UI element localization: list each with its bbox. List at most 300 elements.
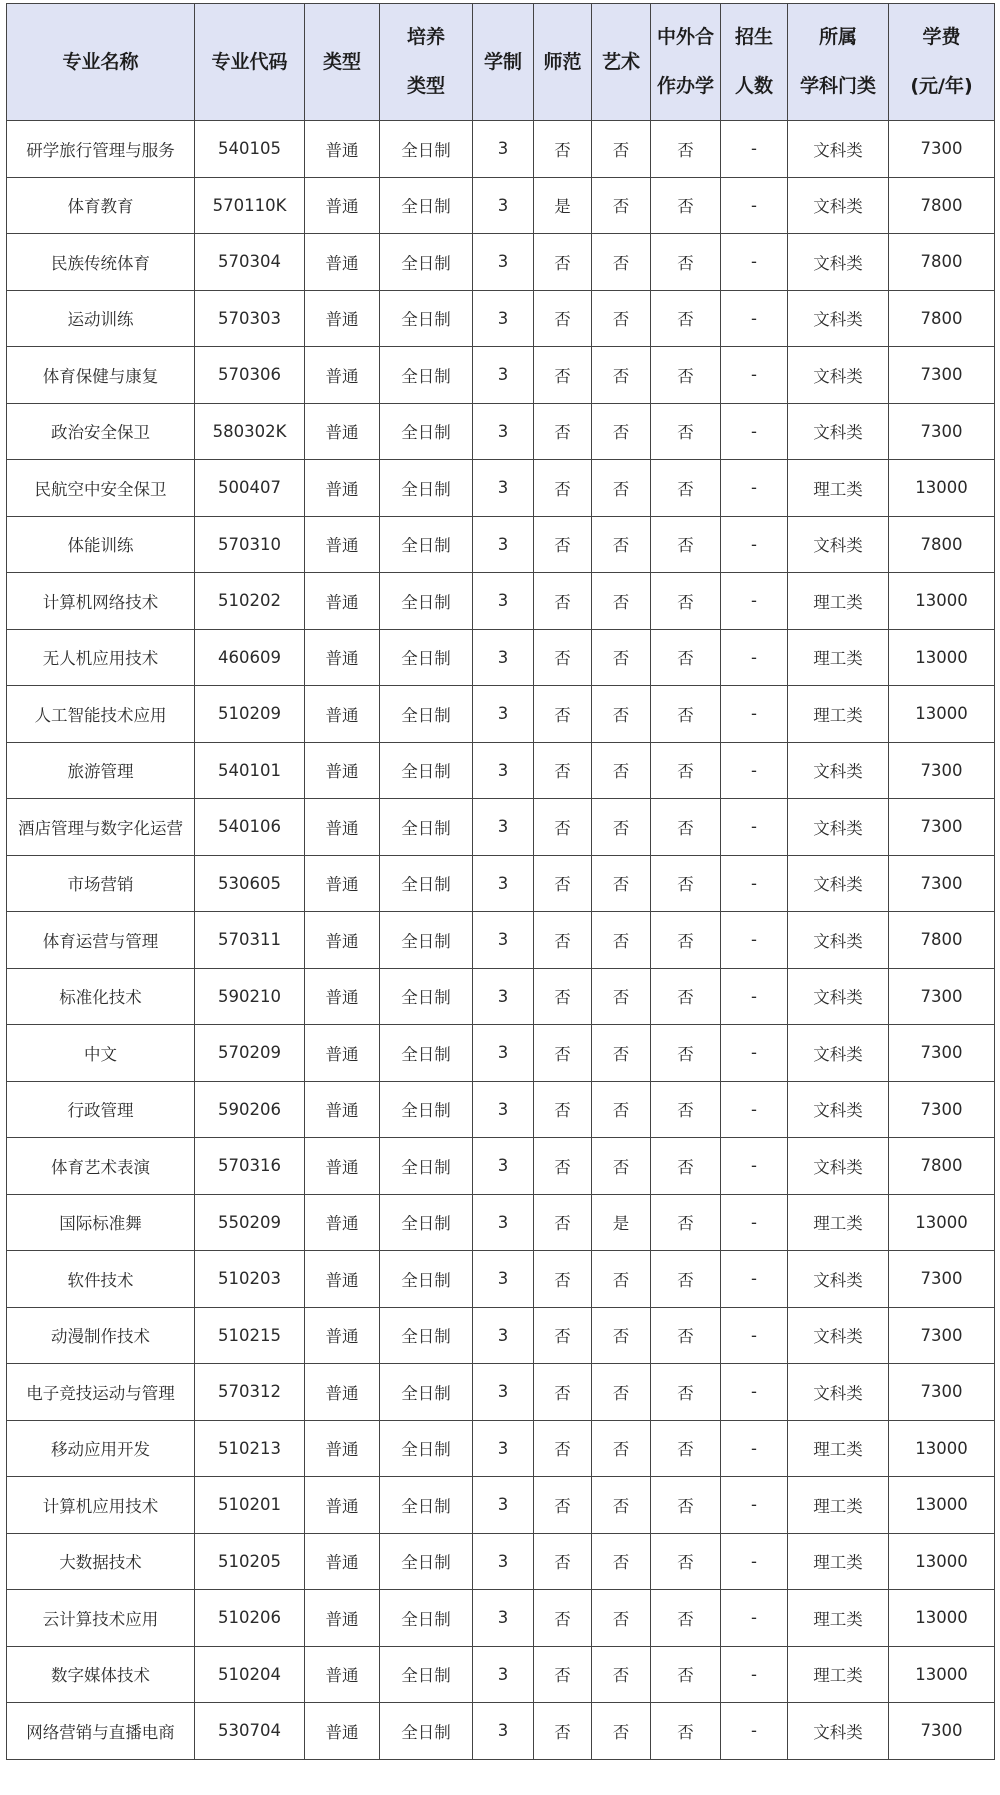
cell-type: 普通: [305, 1307, 380, 1364]
cell-normal-school: 否: [534, 1194, 592, 1251]
column-header-line2: 人数: [734, 75, 773, 97]
cell-duration: 3: [473, 1590, 534, 1647]
cell-tuition: 7800: [889, 177, 995, 234]
column-header-line1: 艺术: [601, 50, 640, 73]
cell-enrollment: -: [721, 1533, 788, 1590]
cell-art: 否: [592, 1646, 651, 1703]
cell-normal-school: 否: [534, 1081, 592, 1138]
cell-normal-school: 否: [534, 1533, 592, 1590]
cell-enrollment: -: [721, 177, 788, 234]
cell-art: 否: [592, 1590, 651, 1647]
cell-discipline: 文科类: [788, 121, 889, 178]
column-header-line1: 学费: [922, 26, 961, 48]
cell-duration: 3: [473, 1251, 534, 1308]
cell-major-name: 计算机应用技术: [7, 1477, 195, 1534]
cell-tuition: 13000: [889, 1533, 995, 1590]
column-header-line1: 所属: [818, 26, 857, 48]
cell-tuition: 13000: [889, 1420, 995, 1477]
cell-normal-school: 否: [534, 290, 592, 347]
cell-sino-foreign: 否: [651, 968, 721, 1025]
cell-sino-foreign: 否: [651, 1590, 721, 1647]
column-header-tuition: [889, 4, 995, 121]
cell-study-mode: 全日制: [380, 912, 473, 969]
cell-type: 普通: [305, 629, 380, 686]
cell-enrollment: -: [721, 1081, 788, 1138]
table-row: [7, 855, 995, 912]
cell-tuition: 7300: [889, 1081, 995, 1138]
cell-major-name: 政治安全保卫: [7, 403, 195, 460]
cell-art: 否: [592, 1533, 651, 1590]
cell-major-name: 旅游管理: [7, 742, 195, 799]
cell-duration: 3: [473, 855, 534, 912]
column-header-duration: [473, 4, 534, 121]
column-header-line1: 学制: [483, 50, 522, 73]
table-row: [7, 1646, 995, 1703]
cell-major-name: 中文: [7, 1025, 195, 1082]
cell-enrollment: -: [721, 1364, 788, 1421]
cell-sino-foreign: 否: [651, 573, 721, 630]
table-row: [7, 177, 995, 234]
cell-discipline: 理工类: [788, 1477, 889, 1534]
cell-type: 普通: [305, 1138, 380, 1195]
cell-study-mode: 全日制: [380, 347, 473, 404]
cell-tuition: 7800: [889, 290, 995, 347]
cell-major-code: 510209: [195, 686, 305, 743]
cell-enrollment: -: [721, 573, 788, 630]
table-row: [7, 1533, 995, 1590]
cell-duration: 3: [473, 1703, 534, 1760]
cell-major-code: 590210: [195, 968, 305, 1025]
cell-study-mode: 全日制: [380, 1025, 473, 1082]
cell-type: 普通: [305, 1364, 380, 1421]
cell-sino-foreign: 否: [651, 1477, 721, 1534]
cell-study-mode: 全日制: [380, 629, 473, 686]
column-header-line2: (元/年): [910, 75, 973, 97]
cell-duration: 3: [473, 1477, 534, 1534]
cell-major-code: 570110K: [195, 177, 305, 234]
column-header-discipline: [788, 4, 889, 121]
cell-major-code: 510204: [195, 1646, 305, 1703]
column-header-line1: 中外合: [656, 26, 714, 48]
cell-type: 普通: [305, 1420, 380, 1477]
cell-study-mode: 全日制: [380, 1251, 473, 1308]
cell-major-code: 570306: [195, 347, 305, 404]
cell-enrollment: -: [721, 1420, 788, 1477]
cell-art: 否: [592, 1081, 651, 1138]
cell-art: 否: [592, 460, 651, 517]
cell-major-code: 540101: [195, 742, 305, 799]
cell-normal-school: 否: [534, 1251, 592, 1308]
cell-normal-school: 否: [534, 1646, 592, 1703]
cell-major-name: 云计算技术应用: [7, 1590, 195, 1647]
cell-sino-foreign: 否: [651, 234, 721, 291]
cell-enrollment: -: [721, 234, 788, 291]
cell-major-code: 570310: [195, 516, 305, 573]
cell-tuition: 7300: [889, 1251, 995, 1308]
cell-duration: 3: [473, 686, 534, 743]
cell-discipline: 文科类: [788, 968, 889, 1025]
table-row: [7, 1477, 995, 1534]
cell-enrollment: -: [721, 1138, 788, 1195]
cell-type: 普通: [305, 742, 380, 799]
table-row: [7, 121, 995, 178]
cell-enrollment: -: [721, 347, 788, 404]
cell-duration: 3: [473, 1081, 534, 1138]
column-header-line1: 专业名称: [62, 50, 139, 73]
cell-duration: 3: [473, 516, 534, 573]
table-row: [7, 460, 995, 517]
cell-sino-foreign: 否: [651, 1307, 721, 1364]
table-row: [7, 742, 995, 799]
cell-normal-school: 否: [534, 403, 592, 460]
cell-art: 是: [592, 1194, 651, 1251]
cell-tuition: 13000: [889, 460, 995, 517]
cell-major-code: 570316: [195, 1138, 305, 1195]
cell-normal-school: 否: [534, 1138, 592, 1195]
cell-tuition: 13000: [889, 1646, 995, 1703]
cell-major-name: 动漫制作技术: [7, 1307, 195, 1364]
cell-major-name: 体能训练: [7, 516, 195, 573]
table-row: [7, 1138, 995, 1195]
cell-discipline: 文科类: [788, 742, 889, 799]
cell-duration: 3: [473, 177, 534, 234]
cell-major-code: 570209: [195, 1025, 305, 1082]
cell-sino-foreign: 否: [651, 1364, 721, 1421]
cell-art: 否: [592, 799, 651, 856]
cell-major-code: 460609: [195, 629, 305, 686]
cell-sino-foreign: 否: [651, 121, 721, 178]
cell-art: 否: [592, 629, 651, 686]
cell-tuition: 7800: [889, 912, 995, 969]
cell-major-name: 行政管理: [7, 1081, 195, 1138]
cell-major-code: 510203: [195, 1251, 305, 1308]
cell-discipline: 文科类: [788, 912, 889, 969]
column-header-sino-foreign: [651, 4, 721, 121]
cell-major-name: 电子竞技运动与管理: [7, 1364, 195, 1421]
cell-type: 普通: [305, 347, 380, 404]
cell-art: 否: [592, 686, 651, 743]
cell-study-mode: 全日制: [380, 1194, 473, 1251]
cell-major-code: 570312: [195, 1364, 305, 1421]
table-row: [7, 1081, 995, 1138]
cell-major-name: 体育艺术表演: [7, 1138, 195, 1195]
cell-discipline: 文科类: [788, 1138, 889, 1195]
cell-type: 普通: [305, 460, 380, 517]
cell-normal-school: 否: [534, 121, 592, 178]
column-header-study-mode: [380, 4, 473, 121]
cell-tuition: 13000: [889, 573, 995, 630]
cell-tuition: 7300: [889, 1703, 995, 1760]
column-header-line2: 作办学: [656, 75, 714, 97]
table-row: [7, 403, 995, 460]
cell-enrollment: -: [721, 855, 788, 912]
column-header-major-code: [195, 4, 305, 121]
cell-sino-foreign: 否: [651, 1081, 721, 1138]
cell-duration: 3: [473, 1533, 534, 1590]
cell-duration: 3: [473, 1025, 534, 1082]
column-header-line2: 学科门类: [799, 75, 876, 97]
table-row: [7, 234, 995, 291]
cell-duration: 3: [473, 1364, 534, 1421]
cell-discipline: 文科类: [788, 290, 889, 347]
cell-normal-school: 否: [534, 1703, 592, 1760]
cell-type: 普通: [305, 1646, 380, 1703]
cell-enrollment: -: [721, 460, 788, 517]
cell-tuition: 13000: [889, 686, 995, 743]
cell-enrollment: -: [721, 290, 788, 347]
cell-tuition: 7300: [889, 403, 995, 460]
cell-duration: 3: [473, 742, 534, 799]
cell-study-mode: 全日制: [380, 177, 473, 234]
cell-enrollment: -: [721, 121, 788, 178]
cell-study-mode: 全日制: [380, 1307, 473, 1364]
cell-tuition: 7300: [889, 855, 995, 912]
cell-sino-foreign: 否: [651, 403, 721, 460]
cell-sino-foreign: 否: [651, 799, 721, 856]
cell-discipline: 文科类: [788, 516, 889, 573]
table-row: [7, 1364, 995, 1421]
cell-type: 普通: [305, 1590, 380, 1647]
cell-art: 否: [592, 1703, 651, 1760]
cell-major-name: 移动应用开发: [7, 1420, 195, 1477]
table-row: [7, 1703, 995, 1760]
cell-major-code: 510202: [195, 573, 305, 630]
cell-type: 普通: [305, 855, 380, 912]
cell-major-name: 国际标准舞: [7, 1194, 195, 1251]
cell-type: 普通: [305, 403, 380, 460]
cell-sino-foreign: 否: [651, 1703, 721, 1760]
cell-normal-school: 否: [534, 799, 592, 856]
table-row: [7, 799, 995, 856]
cell-art: 否: [592, 912, 651, 969]
table-header: [7, 4, 995, 121]
cell-tuition: 7800: [889, 1138, 995, 1195]
cell-tuition: 13000: [889, 629, 995, 686]
cell-study-mode: 全日制: [380, 799, 473, 856]
cell-normal-school: 否: [534, 573, 592, 630]
cell-study-mode: 全日制: [380, 1420, 473, 1477]
cell-type: 普通: [305, 968, 380, 1025]
column-header-line1: 招生: [734, 26, 773, 48]
cell-enrollment: -: [721, 1590, 788, 1647]
cell-major-name: 计算机网络技术: [7, 573, 195, 630]
cell-tuition: 7300: [889, 1307, 995, 1364]
cell-major-name: 研学旅行管理与服务: [7, 121, 195, 178]
cell-duration: 3: [473, 121, 534, 178]
cell-major-code: 540105: [195, 121, 305, 178]
cell-discipline: 理工类: [788, 629, 889, 686]
cell-study-mode: 全日制: [380, 1477, 473, 1534]
cell-duration: 3: [473, 290, 534, 347]
cell-type: 普通: [305, 1477, 380, 1534]
column-header-line1: 类型: [322, 50, 361, 73]
cell-type: 普通: [305, 177, 380, 234]
cell-type: 普通: [305, 234, 380, 291]
cell-discipline: 文科类: [788, 1251, 889, 1308]
cell-enrollment: -: [721, 1307, 788, 1364]
header-row: [7, 4, 995, 121]
cell-art: 否: [592, 1420, 651, 1477]
cell-normal-school: 否: [534, 968, 592, 1025]
majors-table: [6, 3, 995, 1760]
cell-art: 否: [592, 1025, 651, 1082]
cell-tuition: 13000: [889, 1590, 995, 1647]
cell-duration: 3: [473, 629, 534, 686]
cell-type: 普通: [305, 799, 380, 856]
cell-duration: 3: [473, 968, 534, 1025]
cell-normal-school: 否: [534, 460, 592, 517]
cell-sino-foreign: 否: [651, 912, 721, 969]
cell-sino-foreign: 否: [651, 1646, 721, 1703]
table-row: [7, 1590, 995, 1647]
cell-tuition: 7300: [889, 968, 995, 1025]
cell-enrollment: -: [721, 1646, 788, 1703]
cell-major-code: 550209: [195, 1194, 305, 1251]
cell-discipline: 理工类: [788, 460, 889, 517]
cell-tuition: 7300: [889, 121, 995, 178]
cell-enrollment: -: [721, 1194, 788, 1251]
cell-major-name: 民航空中安全保卫: [7, 460, 195, 517]
cell-type: 普通: [305, 573, 380, 630]
cell-duration: 3: [473, 234, 534, 291]
column-header-art: [592, 4, 651, 121]
cell-enrollment: -: [721, 629, 788, 686]
table-row: [7, 629, 995, 686]
cell-art: 否: [592, 1251, 651, 1308]
cell-duration: 3: [473, 1138, 534, 1195]
cell-major-name: 标准化技术: [7, 968, 195, 1025]
cell-normal-school: 否: [534, 912, 592, 969]
cell-major-code: 590206: [195, 1081, 305, 1138]
cell-study-mode: 全日制: [380, 460, 473, 517]
cell-major-code: 500407: [195, 460, 305, 517]
cell-study-mode: 全日制: [380, 686, 473, 743]
cell-major-name: 民族传统体育: [7, 234, 195, 291]
table-row: [7, 1251, 995, 1308]
cell-discipline: 理工类: [788, 1194, 889, 1251]
cell-sino-foreign: 否: [651, 290, 721, 347]
cell-duration: 3: [473, 573, 534, 630]
cell-sino-foreign: 否: [651, 1251, 721, 1308]
column-header-line1: 专业代码: [211, 50, 288, 73]
cell-study-mode: 全日制: [380, 1646, 473, 1703]
cell-discipline: 文科类: [788, 1703, 889, 1760]
cell-study-mode: 全日制: [380, 1364, 473, 1421]
cell-sino-foreign: 否: [651, 1138, 721, 1195]
cell-discipline: 文科类: [788, 347, 889, 404]
cell-discipline: 文科类: [788, 799, 889, 856]
cell-sino-foreign: 否: [651, 1194, 721, 1251]
cell-major-name: 人工智能技术应用: [7, 686, 195, 743]
table-row: [7, 686, 995, 743]
column-header-normal-school: [534, 4, 592, 121]
cell-major-name: 酒店管理与数字化运营: [7, 799, 195, 856]
cell-duration: 3: [473, 1307, 534, 1364]
cell-major-name: 市场营销: [7, 855, 195, 912]
cell-type: 普通: [305, 1703, 380, 1760]
cell-study-mode: 全日制: [380, 403, 473, 460]
table-row: [7, 573, 995, 630]
cell-art: 否: [592, 742, 651, 799]
cell-tuition: 7300: [889, 742, 995, 799]
column-header-type: [305, 4, 380, 121]
cell-discipline: 理工类: [788, 573, 889, 630]
cell-type: 普通: [305, 686, 380, 743]
cell-study-mode: 全日制: [380, 1533, 473, 1590]
cell-art: 否: [592, 516, 651, 573]
cell-art: 否: [592, 1364, 651, 1421]
cell-major-code: 510201: [195, 1477, 305, 1534]
cell-major-name: 数字媒体技术: [7, 1646, 195, 1703]
cell-duration: 3: [473, 1646, 534, 1703]
cell-study-mode: 全日制: [380, 1703, 473, 1760]
cell-study-mode: 全日制: [380, 968, 473, 1025]
table-body: [7, 121, 995, 1760]
cell-normal-school: 否: [534, 1364, 592, 1421]
cell-major-code: 530704: [195, 1703, 305, 1760]
cell-art: 否: [592, 121, 651, 178]
cell-enrollment: -: [721, 686, 788, 743]
cell-major-name: 网络营销与直播电商: [7, 1703, 195, 1760]
cell-type: 普通: [305, 1533, 380, 1590]
cell-tuition: 7300: [889, 799, 995, 856]
cell-type: 普通: [305, 1025, 380, 1082]
cell-sino-foreign: 否: [651, 1420, 721, 1477]
cell-normal-school: 否: [534, 686, 592, 743]
cell-discipline: 文科类: [788, 1081, 889, 1138]
cell-study-mode: 全日制: [380, 573, 473, 630]
table-row: [7, 1025, 995, 1082]
cell-art: 否: [592, 1307, 651, 1364]
cell-duration: 3: [473, 1194, 534, 1251]
column-header-line1: 师范: [543, 50, 582, 73]
cell-enrollment: -: [721, 403, 788, 460]
column-header-line1: 培养: [406, 26, 445, 48]
cell-normal-school: 否: [534, 347, 592, 404]
cell-type: 普通: [305, 1251, 380, 1308]
cell-enrollment: -: [721, 1477, 788, 1534]
cell-discipline: 文科类: [788, 234, 889, 291]
cell-sino-foreign: 否: [651, 742, 721, 799]
cell-type: 普通: [305, 516, 380, 573]
cell-study-mode: 全日制: [380, 121, 473, 178]
cell-sino-foreign: 否: [651, 629, 721, 686]
cell-major-code: 540106: [195, 799, 305, 856]
cell-major-code: 510206: [195, 1590, 305, 1647]
cell-duration: 3: [473, 460, 534, 517]
cell-sino-foreign: 否: [651, 1025, 721, 1082]
table-row: [7, 1307, 995, 1364]
cell-major-name: 体育教育: [7, 177, 195, 234]
cell-enrollment: -: [721, 516, 788, 573]
cell-duration: 3: [473, 1420, 534, 1477]
cell-discipline: 理工类: [788, 1646, 889, 1703]
table-row: [7, 1194, 995, 1251]
cell-major-code: 570304: [195, 234, 305, 291]
cell-discipline: 理工类: [788, 1533, 889, 1590]
cell-sino-foreign: 否: [651, 686, 721, 743]
cell-tuition: 13000: [889, 1477, 995, 1534]
cell-art: 否: [592, 1477, 651, 1534]
cell-major-code: 570311: [195, 912, 305, 969]
cell-discipline: 文科类: [788, 177, 889, 234]
cell-type: 普通: [305, 1194, 380, 1251]
column-header-line2: 类型: [406, 75, 445, 97]
cell-sino-foreign: 否: [651, 177, 721, 234]
cell-normal-school: 否: [534, 629, 592, 686]
cell-study-mode: 全日制: [380, 234, 473, 291]
cell-art: 否: [592, 1138, 651, 1195]
